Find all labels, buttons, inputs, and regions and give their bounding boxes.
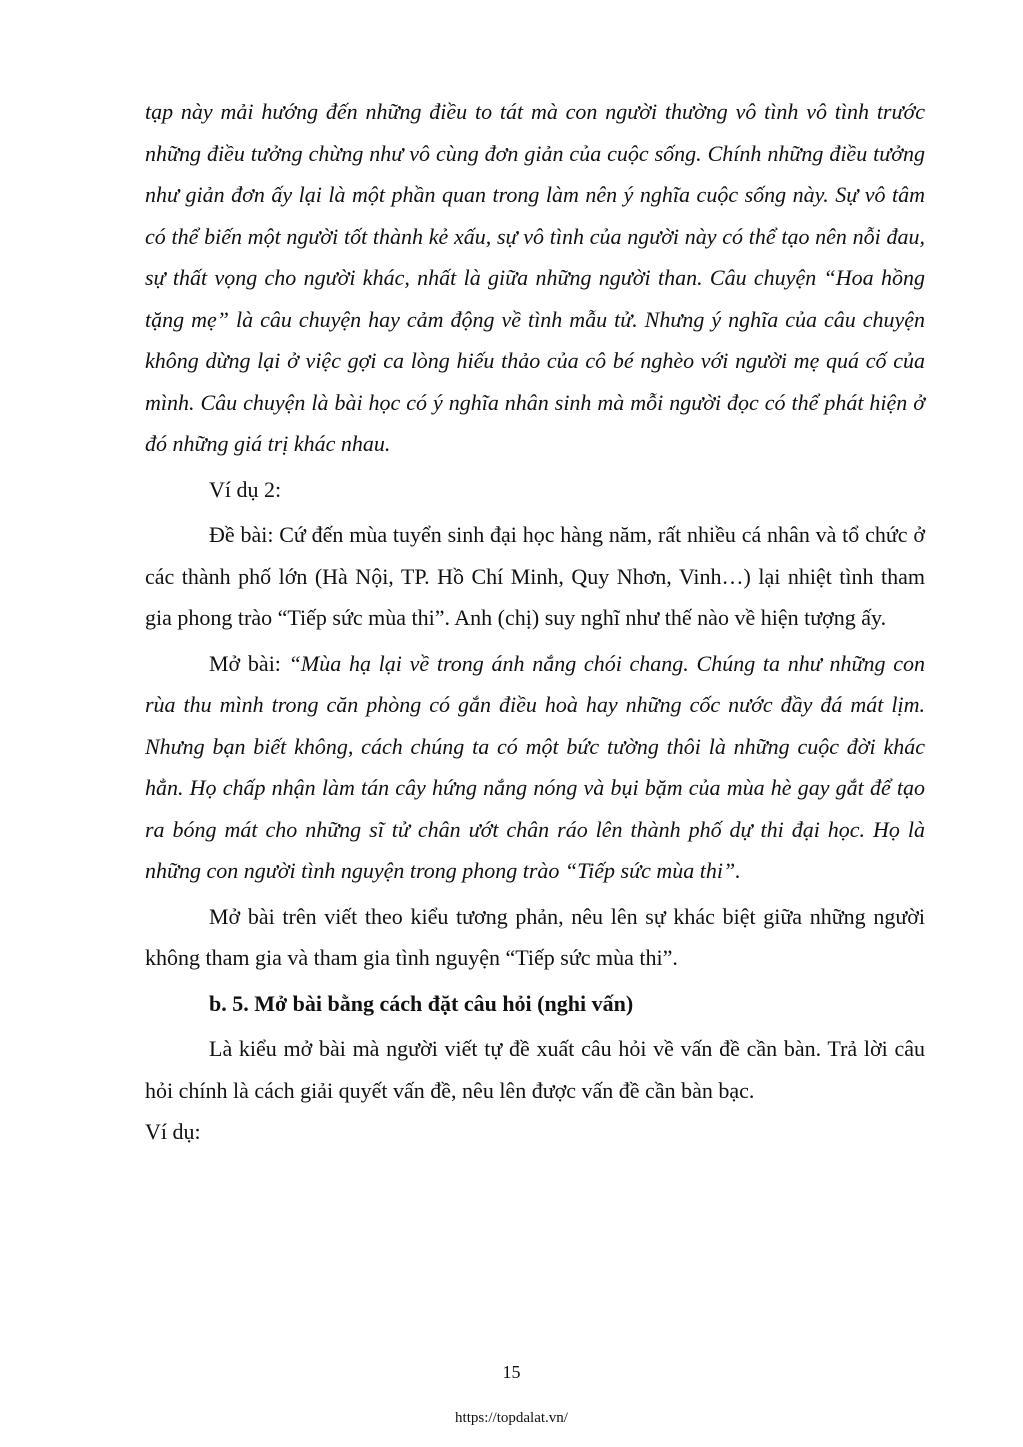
- paragraph-story-analysis: tạp này mải hướng đến những điều to tát mà con người thường vô tình vô tình trước những điều tưởng chừng như vô cùng đơn giản của cuộc sống. Chính những điều tưởng như giản đơn ấy lại là một phần quan trong làm nên ý nghĩa cuộc sống này. Sự vô tâm có thể biến một người tốt thành kẻ xấu, sự vô tình của người này có thể tạo nên nỗi đau, sự thất vọng cho người khác, nhất là giữa những người than. Câu chuyện “Hoa hồng tặng mẹ” là câu chuyện hay cảm động về tình mẫu tử. Nhưng ý nghĩa của câu chuyện không dừng lại ở việc gợi ca lòng hiếu thảo của cô bé nghèo với người mẹ quá cố của mình. Câu chuyện là bài học có ý nghĩa nhân sinh mà mỗi người đọc có thể phát hiện ở đó những giá trị khác nhau.: [145, 99, 925, 456]
- body-text: [145, 91, 925, 1153]
- section-heading: b. 5. Mở bài bằng cách đặt câu hỏi (nghi vấn): [209, 990, 634, 1016]
- paragraph-example-label: Ví dụ:: [145, 1119, 201, 1144]
- footer-url: https://topdalat.vn/: [455, 1410, 568, 1426]
- paragraph-opening-comment: Mở bài trên viết theo kiểu tương phản, nêu lên sự khác biệt giữa những người không tham gia và tham gia tình nguyện “Tiếp sức mùa thi”.: [145, 903, 925, 970]
- paragraph-essay-prompt: Đề bài: Cứ đến mùa tuyển sinh đại học hàng năm, rất nhiều cá nhân và tổ chức ở các thành phố lớn (Hà Nội, TP. Hồ Chí Minh, Quy Nhơn, Vinh…) lại nhiệt tình tham gia phong trào “Tiếp sức mùa thi”. Anh (chị) suy nghĩ như thế nào về hiện tượng ấy.: [145, 522, 925, 630]
- opening-quote: “Mùa hạ lại về trong ánh nắng chói chang. Chúng ta như những con rùa thu mình trong căn phòng có gắn điều hoà hay những cốc nước đầy đá mát lịm. Nhưng bạn biết không, cách chúng ta có một bức tường thôi là những cuộc đời khác hẳn. Họ chấp nhận làm tán cây hứng nắng nóng và bụi bặm của mùa hè gay gắt để tạo ra bóng mát cho những sĩ tử chân ướt chân ráo lên thành phố dự thi đại học. Họ là những con người tình nguyện trong phong trào “Tiếp sức mùa thi”.: [145, 650, 925, 883]
- paragraph-example-2-label: Ví dụ 2:: [209, 476, 282, 502]
- paragraph-opening: [145, 643, 925, 892]
- opening-label: Mở bài:: [209, 650, 289, 676]
- paragraph-question-opening: Là kiểu mở bài mà người viết tự đề xuất câu hỏi về vấn đề cần bàn. Trả lời câu hỏi chính là cách giải quyết vấn đề, nêu lên được vấn đề cần bàn bạc.: [145, 1036, 925, 1103]
- page-number: 15: [502, 1362, 521, 1382]
